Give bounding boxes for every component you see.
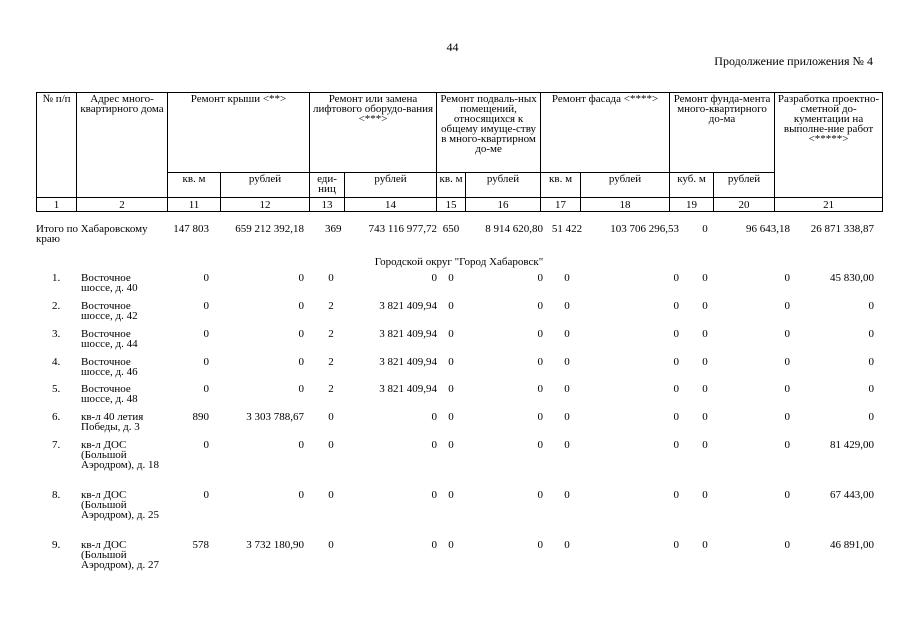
col-number: 12: [221, 198, 310, 212]
total-basement-area: 650: [442, 223, 460, 235]
header-facade: Ремонт фасада <****>: [541, 93, 670, 173]
row-lift-units: 2: [328, 300, 334, 312]
total-lift-units: 369: [325, 223, 342, 235]
row-basement-rub: 0: [537, 539, 543, 551]
row-facade-rub: 0: [673, 539, 679, 551]
row-basement-rub: 0: [537, 356, 543, 368]
row-lift-units: 2: [328, 328, 334, 340]
row-lift-rub: 0: [431, 272, 437, 284]
row-basement-area: 0: [448, 489, 454, 501]
row-facade-rub: 0: [673, 383, 679, 395]
row-foundation-volume: 0: [702, 439, 708, 451]
row-lift-rub: 3 821 409,94: [379, 328, 437, 340]
row-number: 1.: [52, 272, 61, 284]
sub-facade-rub: рублей: [581, 173, 670, 198]
row-lift-rub: 0: [431, 411, 437, 423]
row-foundation-volume: 0: [702, 489, 708, 501]
header-foundation: Ремонт фунда-мента много-квартирного до-ма: [670, 93, 775, 173]
row-facade-area: 0: [564, 411, 570, 423]
row-address: Восточное шоссе, д. 44: [81, 328, 138, 350]
row-basement-rub: 0: [537, 439, 543, 451]
row-roof-rub: 0: [298, 356, 304, 368]
row-design-cost: 67 443,00: [830, 489, 874, 501]
row-basement-rub: 0: [537, 411, 543, 423]
total-basement-rub: 8 914 620,80: [485, 223, 543, 235]
sub-lift-rub: рублей: [345, 173, 437, 198]
row-foundation-volume: 0: [702, 539, 708, 551]
row-facade-area: 0: [564, 328, 570, 340]
row-roof-rub: 3 303 788,67: [246, 411, 304, 423]
row-lift-units: 0: [328, 489, 334, 501]
row-facade-area: 0: [564, 489, 570, 501]
row-lift-units: 0: [328, 439, 334, 451]
header-number: № п/п: [37, 93, 77, 198]
row-lift-units: 2: [328, 356, 334, 368]
sub-basement-rub: рублей: [466, 173, 541, 198]
col-number: 1: [37, 198, 77, 212]
col-number: 11: [168, 198, 221, 212]
row-foundation-rub: 0: [784, 411, 790, 423]
row-lift-rub: 0: [431, 539, 437, 551]
row-number: 6.: [52, 411, 61, 423]
row-number: 4.: [52, 356, 61, 368]
row-basement-area: 0: [448, 539, 454, 551]
sub-facade-area: кв. м: [541, 173, 581, 198]
row-basement-rub: 0: [537, 383, 543, 395]
page-number: 44: [446, 40, 459, 54]
sub-basement-area: кв. м: [437, 173, 466, 198]
row-foundation-rub: 0: [784, 328, 790, 340]
total-facade-area: 51 422: [551, 223, 583, 235]
row-foundation-rub: 0: [784, 439, 790, 451]
row-foundation-volume: 0: [702, 272, 708, 284]
row-roof-area: 578: [192, 539, 209, 551]
header-table: [36, 92, 883, 212]
row-facade-rub: 0: [673, 272, 679, 284]
row-basement-area: 0: [448, 411, 454, 423]
row-lift-units: 0: [328, 539, 334, 551]
row-lift-rub: 3 821 409,94: [379, 356, 437, 368]
row-roof-area: 0: [203, 489, 209, 501]
row-foundation-volume: 0: [702, 411, 708, 423]
col-number: 15: [437, 198, 466, 212]
row-basement-area: 0: [448, 356, 454, 368]
sub-roof-rub: рублей: [221, 173, 310, 198]
row-basement-area: 0: [448, 383, 454, 395]
row-basement-rub: 0: [537, 489, 543, 501]
row-design-cost: 0: [868, 356, 874, 368]
city-heading: Городской округ "Город Хабаровск": [374, 256, 544, 268]
row-lift-units: 0: [328, 411, 334, 423]
row-number: 3.: [52, 328, 61, 340]
row-basement-rub: 0: [537, 272, 543, 284]
row-roof-rub: 3 732 180,90: [246, 539, 304, 551]
row-basement-area: 0: [448, 328, 454, 340]
row-lift-rub: 0: [431, 439, 437, 451]
header-lift: Ремонт или замена лифтового оборудо-вания <***>: [310, 93, 437, 173]
row-roof-rub: 0: [298, 272, 304, 284]
row-lift-units: 2: [328, 383, 334, 395]
row-address: кв-л ДОС (Большой Аэродром), д. 25: [81, 489, 159, 521]
row-design-cost: 81 429,00: [830, 439, 874, 451]
row-facade-rub: 0: [673, 489, 679, 501]
row-roof-area: 0: [203, 356, 209, 368]
row-facade-area: 0: [564, 539, 570, 551]
row-address: кв-л 40 летия Победы, д. 3: [81, 411, 144, 433]
row-basement-rub: 0: [537, 328, 543, 340]
row-facade-area: 0: [564, 356, 570, 368]
row-lift-rub: 0: [431, 489, 437, 501]
row-lift-rub: 3 821 409,94: [379, 383, 437, 395]
row-design-cost: 0: [868, 328, 874, 340]
row-number: 7.: [52, 439, 61, 451]
sub-foundation-rub: рублей: [714, 173, 775, 198]
row-lift-rub: 3 821 409,94: [379, 300, 437, 312]
row-facade-area: 0: [564, 439, 570, 451]
total-foundation-rub: 96 643,18: [746, 223, 790, 235]
row-address: Восточное шоссе, д. 48: [81, 383, 138, 405]
row-foundation-volume: 0: [702, 383, 708, 395]
row-facade-rub: 0: [673, 411, 679, 423]
row-facade-rub: 0: [673, 439, 679, 451]
row-roof-area: 0: [203, 439, 209, 451]
row-roof-rub: 0: [298, 439, 304, 451]
row-number: 5.: [52, 383, 61, 395]
total-lift-rub: 743 116 977,72: [368, 223, 437, 235]
total-design-cost: 26 871 338,87: [810, 223, 874, 235]
row-address: кв-л ДОС (Большой Аэродром), д. 18: [81, 439, 159, 471]
row-foundation-rub: 0: [784, 489, 790, 501]
row-roof-area: 890: [192, 411, 209, 423]
row-foundation-rub: 0: [784, 356, 790, 368]
header-roof: Ремонт крыши <**>: [168, 93, 310, 173]
row-foundation-rub: 0: [784, 300, 790, 312]
row-basement-area: 0: [448, 439, 454, 451]
header-address: Адрес много-квартирного дома: [77, 93, 168, 198]
row-facade-rub: 0: [673, 356, 679, 368]
row-foundation-volume: 0: [702, 356, 708, 368]
row-facade-area: 0: [564, 272, 570, 284]
col-number: 18: [581, 198, 670, 212]
row-address: кв-л ДОС (Большой Аэродром), д. 27: [81, 539, 159, 571]
col-number: 2: [77, 198, 168, 212]
row-address: Восточное шоссе, д. 46: [81, 356, 138, 378]
col-number: 21: [775, 198, 883, 212]
row-design-cost: 0: [868, 383, 874, 395]
row-design-cost: 45 830,00: [830, 272, 874, 284]
row-foundation-rub: 0: [784, 272, 790, 284]
col-number: 17: [541, 198, 581, 212]
sub-lift-units: еди-ниц: [310, 173, 345, 198]
row-facade-rub: 0: [673, 300, 679, 312]
row-basement-area: 0: [448, 300, 454, 312]
row-address: Восточное шоссе, д. 42: [81, 300, 138, 322]
col-number: 14: [345, 198, 437, 212]
row-number: 2.: [52, 300, 61, 312]
total-foundation-volume: 0: [702, 223, 708, 235]
row-roof-area: 0: [203, 383, 209, 395]
row-lift-units: 0: [328, 272, 334, 284]
row-roof-area: 0: [203, 328, 209, 340]
header-design: Разработка проектно-сметной до-кументации на выполне-ние работ <*****>: [775, 93, 883, 198]
sub-foundation-volume: куб. м: [670, 173, 714, 198]
col-number: 19: [670, 198, 714, 212]
total-roof-rub: 659 212 392,18: [235, 223, 304, 235]
col-number: 20: [714, 198, 775, 212]
sub-roof-area: кв. м: [168, 173, 221, 198]
row-basement-area: 0: [448, 272, 454, 284]
row-roof-rub: 0: [298, 328, 304, 340]
row-design-cost: 0: [868, 411, 874, 423]
row-facade-area: 0: [564, 300, 570, 312]
col-number: 13: [310, 198, 345, 212]
total-facade-rub: 103 706 296,53: [610, 223, 679, 235]
row-number: 8.: [52, 489, 61, 501]
total-roof-area: 147 803: [173, 223, 209, 235]
row-design-cost: 0: [868, 300, 874, 312]
continuation-note: Продолжение приложения № 4: [714, 54, 873, 68]
row-roof-area: 0: [203, 272, 209, 284]
row-facade-area: 0: [564, 383, 570, 395]
row-foundation-rub: 0: [784, 383, 790, 395]
row-address: Восточное шоссе, д. 40: [81, 272, 138, 294]
col-number: 16: [466, 198, 541, 212]
row-roof-rub: 0: [298, 383, 304, 395]
row-roof-area: 0: [203, 300, 209, 312]
row-basement-rub: 0: [537, 300, 543, 312]
row-facade-rub: 0: [673, 328, 679, 340]
row-foundation-volume: 0: [702, 300, 708, 312]
row-number: 9.: [52, 539, 61, 551]
row-foundation-volume: 0: [702, 328, 708, 340]
row-foundation-rub: 0: [784, 539, 790, 551]
row-roof-rub: 0: [298, 489, 304, 501]
total-label: Итого по Хабаровскому краю: [36, 223, 148, 245]
row-design-cost: 46 891,00: [830, 539, 874, 551]
row-roof-rub: 0: [298, 300, 304, 312]
header-basement: Ремонт подваль-ных помещений, относящихся к общему имуще-ству в много-квартирном до-ме: [437, 93, 541, 173]
